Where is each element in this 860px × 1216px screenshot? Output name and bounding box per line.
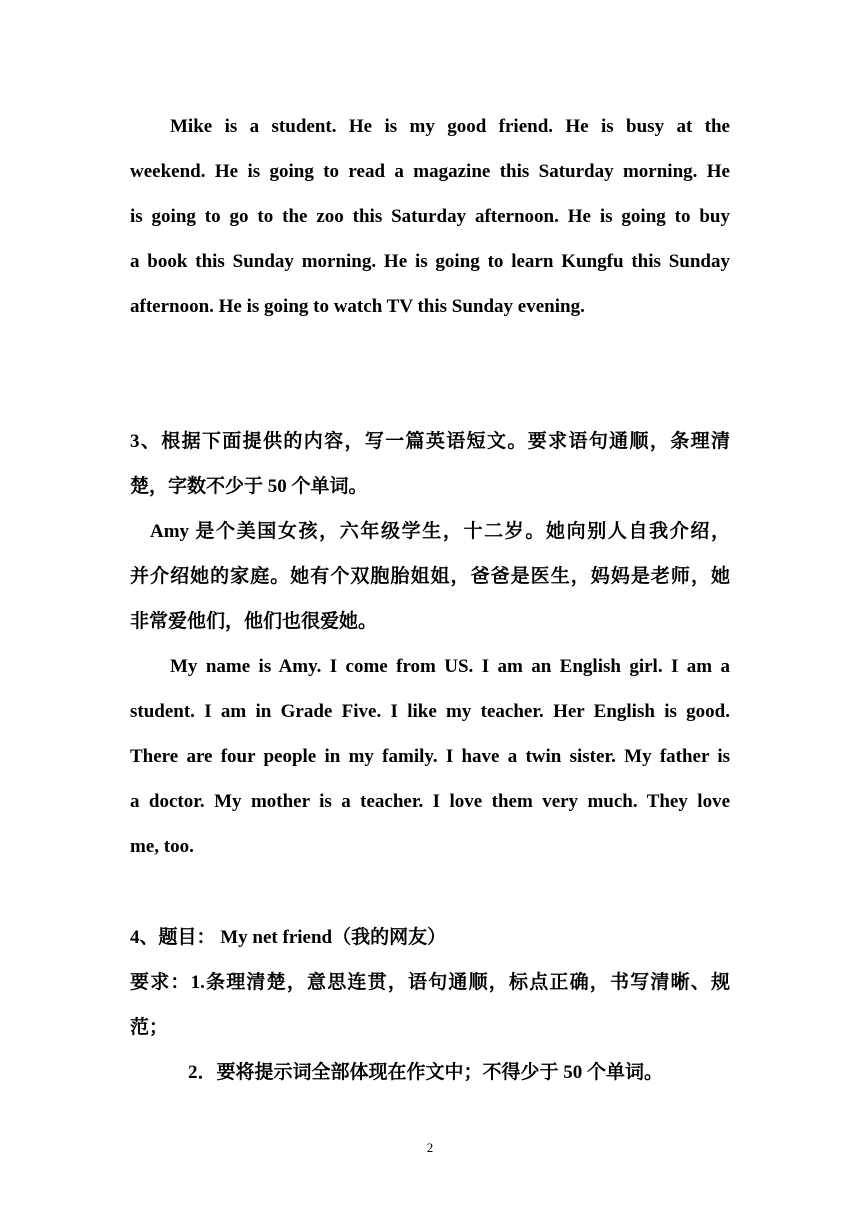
task3-prompt-line: 3、根据下面提供的内容，写一篇英语短文。要求语句通顺，条理清	[130, 431, 730, 452]
task3-info-line: Amy 是个美国女孩，六年级学生，十二岁。她向别人自我介绍，	[150, 521, 730, 542]
essay-line: student. I am in Grade Five. I like my teacher. Her English is good.	[130, 701, 730, 722]
passage-line: a book this Sunday morning. He is going to learn Kungfu this Sunday	[130, 251, 730, 272]
passage-line: is going to go to the zoo this Saturday afternoon. He is going to buy	[130, 206, 730, 227]
passage-line: weekend. He is going to read a magazine this Saturday morning. He	[130, 161, 730, 182]
passage-line: afternoon. He is going to watch TV this Sunday evening.	[130, 296, 585, 317]
page-number: 2	[426, 1140, 434, 1155]
essay-line: My name is Amy. I come from US. I am an English girl. I am a	[170, 656, 730, 677]
task3-info-line: 并介绍她的家庭。她有个双胞胎姐姐，爸爸是医生，妈妈是老师，她	[130, 566, 730, 587]
task3-info-line: 非常爱他们，他们也很爱她。	[130, 611, 378, 632]
essay-line: me, too.	[130, 836, 194, 857]
passage-line: Mike is a student. He is my good friend. He is busy at the	[170, 116, 730, 137]
task3-prompt-line: 楚，字数不少于 50 个单词。	[130, 476, 368, 497]
task4-requirement-line: 要求：1.条理清楚，意思连贯，语句通顺，标点正确，书写清晰、规	[130, 972, 730, 993]
essay-line: There are four people in my family. I have a twin sister. My father is	[130, 746, 730, 767]
task4-title: 4、题目： My net friend（我的网友）	[130, 927, 447, 948]
task4-requirement-line: 范；	[130, 1017, 169, 1038]
essay-line: a doctor. My mother is a teacher. I love them very much. They love	[130, 791, 730, 812]
task4-requirement-line: 2．要将提示词全部体现在作文中；不得少于 50 个单词。	[188, 1062, 664, 1083]
